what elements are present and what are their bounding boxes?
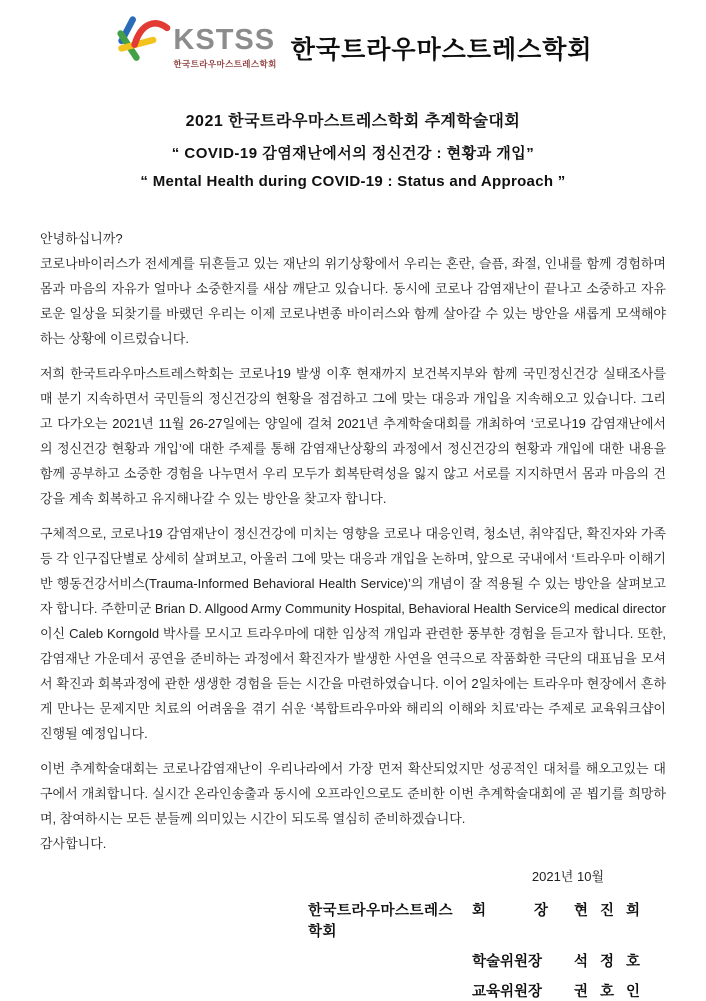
logo-subtext: 한국트라우마스트레스학회	[173, 59, 277, 69]
kstss-logo-icon	[113, 14, 171, 66]
signature-row	[308, 950, 640, 971]
paragraph-3: 구체적으로, 코로나19 감염재난이 정신건강에 미치는 영향을 코로나 대응인력, 청소년, 취약집단, 확진자와 가족 등 각 인구집단별로 상세히 살펴보고, 아울러 그에 맞는 대응과 개입을 논하며, 앞으로 국내에서 ‘트라우마 이해기반 행동건강서비스(Trauma-Informed Behavioral Health Service)’의 개념이 잘 적용될 수 있는 방안을 살펴보고자 합니다. 주한미군 Brian D. Allgood Army Community Hospital, Behavioral Health Service의 medical director이신 Caleb Korngold 박사를 모시고 트라우마에 대한 임상적 개입과 관련한 풍부한 경험을 듣고자 합니다. 또한, 감염재난 가운데서 공연을 준비하는 과정에서 확진자가 발생한 사연을 연극으로 작품화한 극단의 대표님을 모셔서 확진과 회복과정에 관한 생생한 경험을 듣는 시간을 마련하였습니다. 이어 2일차에는 트라우마 현장에서 흔하게 만나는 문제지만 치료의 어려움을 겪기 쉬운 ‘복합트라우마와 해리의 이해와 치료’라는 주제로 교육워크샵이 진행될 예정입니다.	[40, 526, 667, 741]
document-header	[0, 0, 706, 70]
closing-line: 감사합니다.	[40, 836, 107, 851]
conference-subtitle-korean: “ COVID-19 감염재난에서의 정신건강 : 현황과 개입”	[171, 145, 535, 162]
paragraph-1-text: 코로나바이러스가 전세계를 뒤흔들고 있는 재난의 위기상황에서 우리는 혼란, 슬픔, 좌절, 인내를 함께 경험하며 몸과 마음의 자유가 얼마나 소중한지를 새삼 깨닫고 있습니다. 동시에 코로나 감염재난이 끝나고 소중하고 자유로운 일상을 되찾기를 바랬던 우리는 이제 코로나변종 바이러스와 함께 살아갈 수 있는 방안을 새롭게 모색해야하는 상황에 이르렀습니다.	[40, 256, 666, 346]
paragraph-4	[40, 756, 666, 856]
signature-role-president: 회 장	[472, 903, 548, 919]
conference-title: 2021 한국트라우마스트레스학회 추계학술대회	[185, 113, 521, 130]
signature-org-name: 한국트라우마스트레스학회	[308, 903, 454, 940]
signature-role-education-chair: 교육위원장	[472, 984, 543, 1000]
conference-subtitle-english: “ Mental Health during COVID-19 : Status and Approach ”	[140, 173, 566, 190]
kstss-logo	[113, 14, 276, 70]
signature-block	[0, 899, 640, 1001]
signature-row	[308, 899, 640, 941]
logo-acronym: KSTSS	[173, 24, 276, 56]
signature-name-academic-chair: 석 정 호	[574, 954, 640, 970]
logo-text-column	[173, 14, 276, 70]
signature-name-education-chair: 권 호 인	[574, 984, 640, 1000]
paragraph-4-text: 이번 추계학술대회는 코로나감염재난이 우리나라에서 가장 먼저 확산되었지만 성공적인 대처를 해오고있는 대구에서 개최합니다. 실시간 온라인송출과 동시에 오프라인으로도 준비한 이번 추계학술대회에 곧 뵙기를 희망하며, 참여하시는 모든 분들께 의미있는 시간이 되도록 열심히 준비하겠습니다.	[40, 761, 666, 826]
letter-body	[40, 226, 666, 856]
signature-row	[308, 980, 640, 1001]
letter-date: 2021년 10월	[531, 869, 604, 884]
organization-name: 한국트라우마스트레스학회	[290, 36, 593, 64]
paragraph-1	[40, 226, 666, 351]
greeting-line: 안녕하십니까?	[40, 231, 123, 246]
signature-name-president: 현 진 희	[574, 903, 640, 919]
conference-title-block	[0, 108, 706, 190]
paragraph-2: 저희 한국트라우마스트레스학회는 코로나19 발생 이후 현재까지 보건복지부와 함께 국민정신건강 실태조사를 매 분기 지속하면서 국민들의 정신건강의 현황을 점검하고 그에 맞는 대응과 개입을 지속해오고 있습니다. 그리고 다가오는 2021년 11월 26-27일에는 양일에 걸쳐 2021년 추계학술대회를 개최하여 ‘코로나19 감염재난에서의 정신건강 현황과 개입’에 대한 주제를 통해 감염재난상황의 과정에서 정신건강의 현황과 개입에 대한 내용을 함께 공부하고 소중한 경험을 나누면서 우리 모두가 회복탄력성을 잃지 않고 서로를 지지하면서 몸과 마음의 건강을 계속 회복하고 유지해나갈 수 있는 방안을 찾고자 합니다.	[40, 366, 666, 506]
signature-role-academic-chair: 학술위원장	[472, 954, 543, 970]
